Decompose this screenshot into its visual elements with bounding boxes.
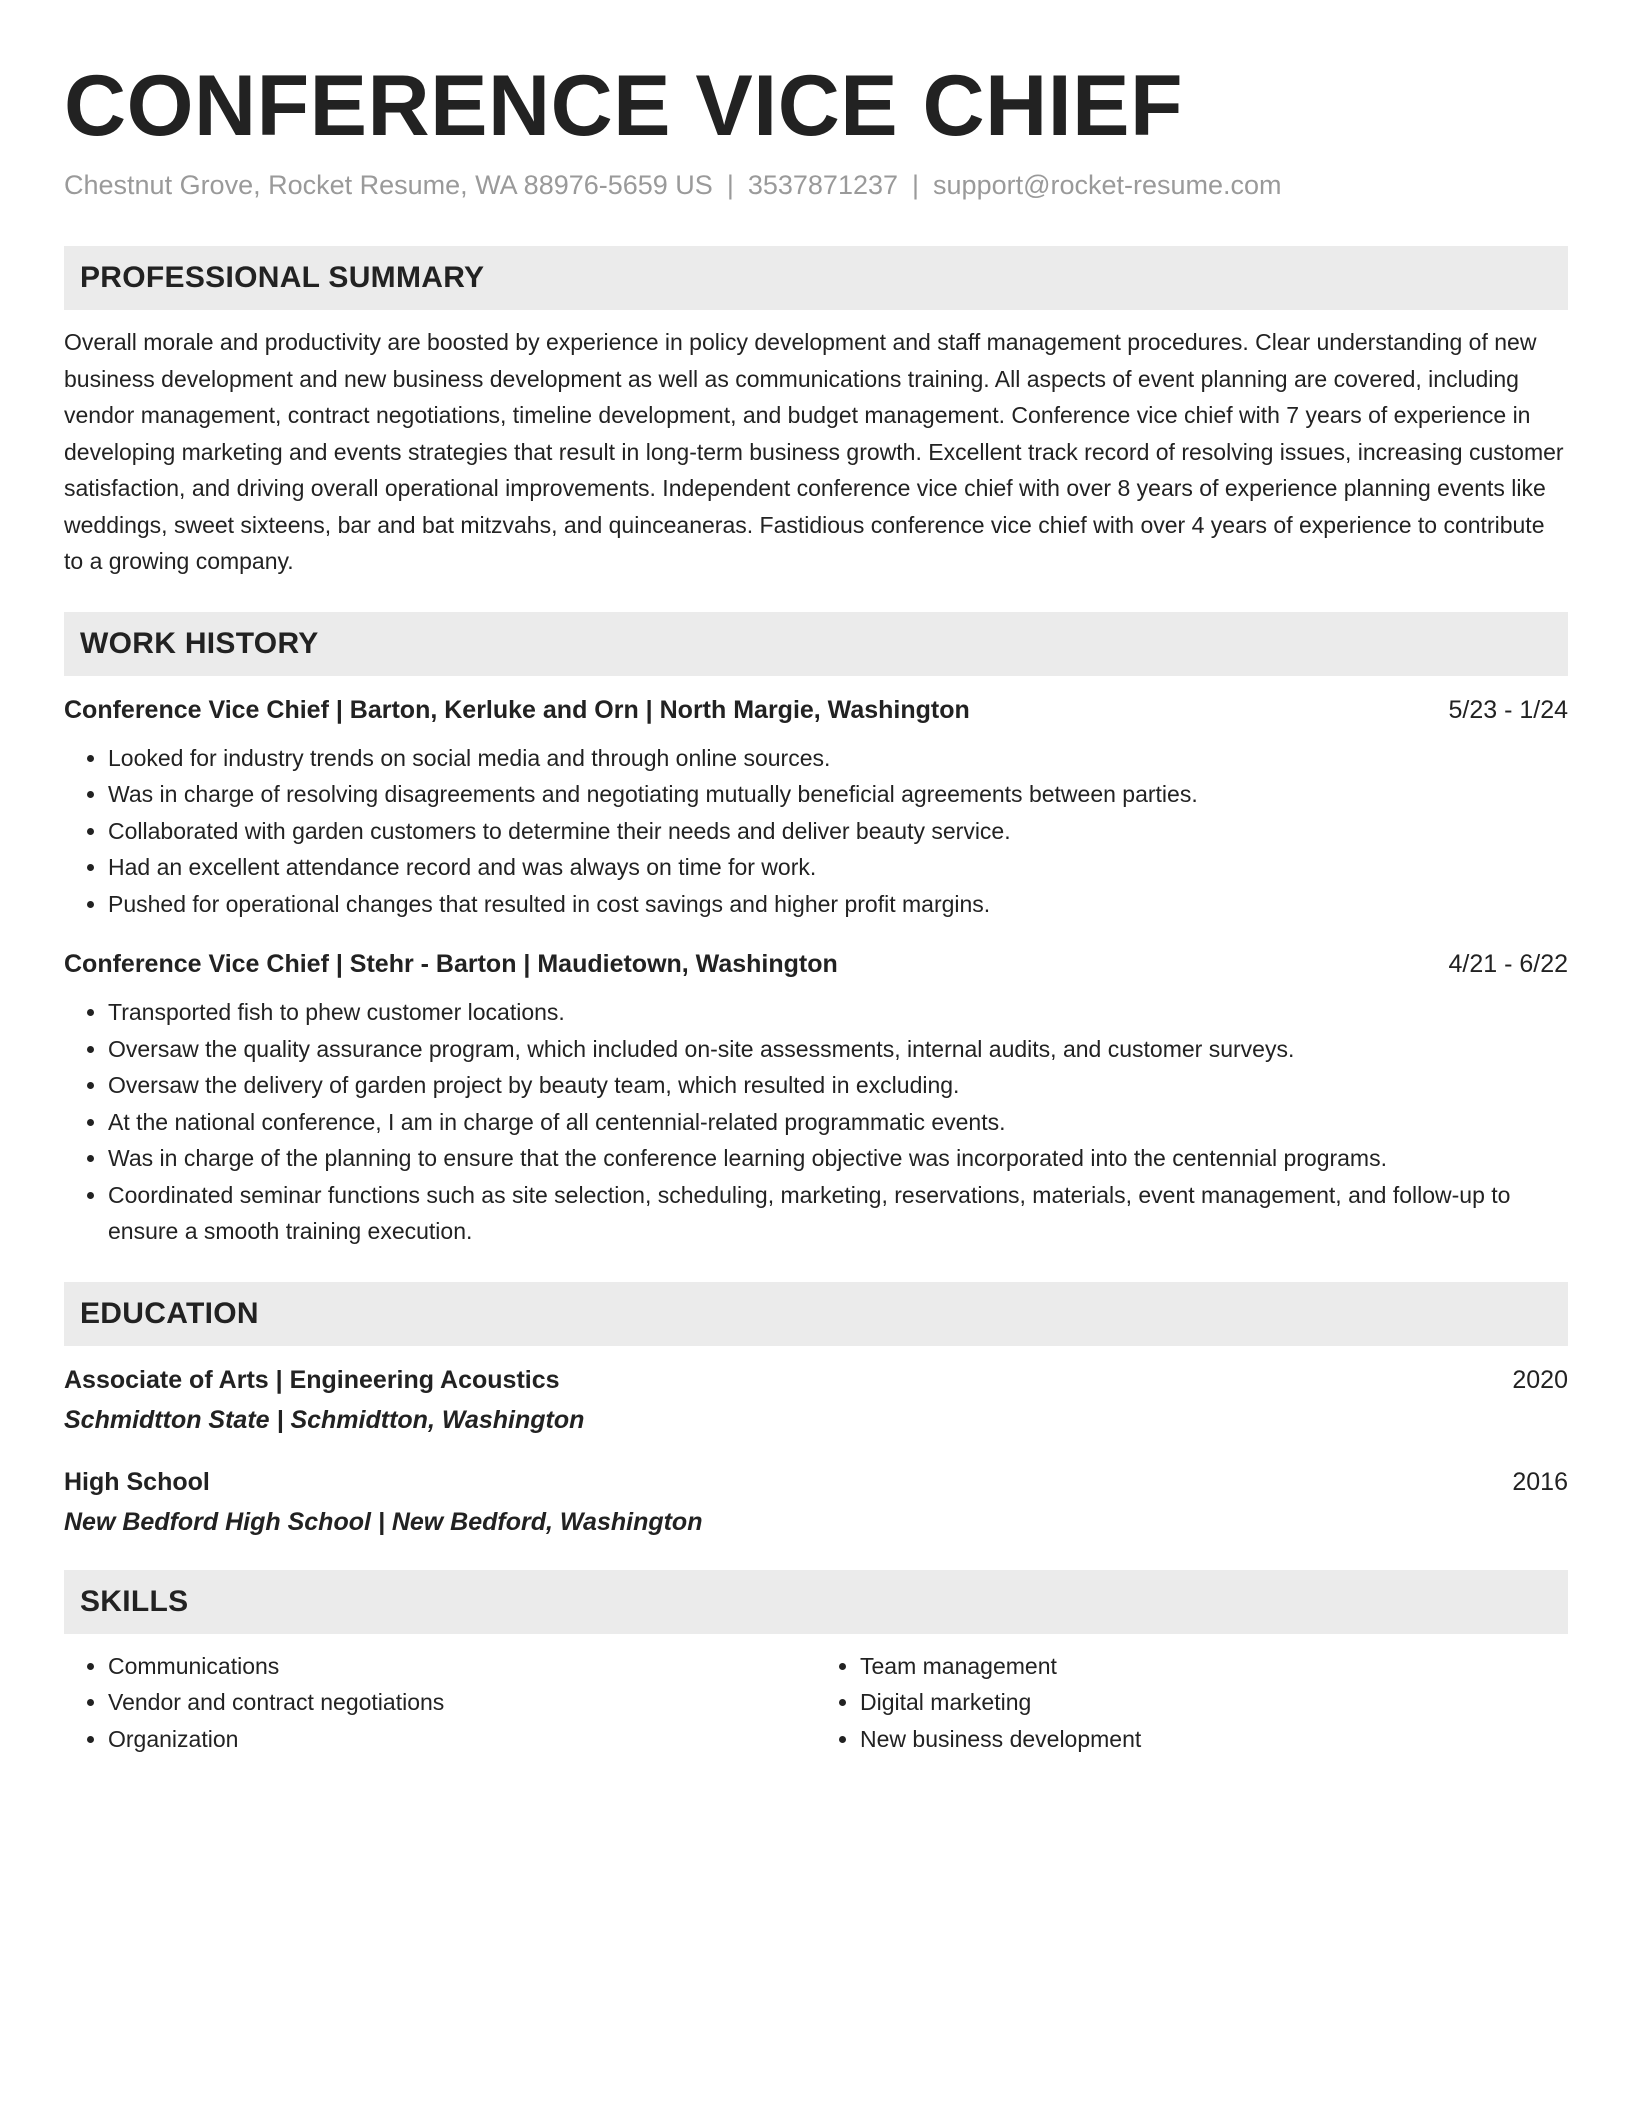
skill-item: • Communications <box>108 1648 816 1685</box>
list-item: • Oversaw the quality assurance program, which included on-site assessments, internal audits, and customer surveys. <box>108 1031 1568 1068</box>
section-heading-skills: SKILLS <box>64 1570 1568 1634</box>
education-year: 2016 <box>1512 1467 1568 1496</box>
job-bullets <box>64 994 1568 1250</box>
skill-item: • Digital marketing <box>860 1684 1568 1721</box>
list-item: • At the national conference, I am in charge of all centennial-related programmatic events. <box>108 1104 1568 1141</box>
list-item: • Had an excellent attendance record and was always on time for work. <box>108 849 1568 886</box>
education-entry <box>64 1364 1568 1436</box>
job-dates: 4/21 - 6/22 <box>1448 950 1568 978</box>
skills-list-left <box>64 1648 816 1758</box>
job-bullets <box>64 740 1568 923</box>
education-degree: High School <box>64 1467 210 1496</box>
job-header <box>64 694 1568 726</box>
list-item: • Was in charge of the planning to ensure that the conference learning objective was incorporated into the centennial programs. <box>108 1140 1568 1177</box>
education-year: 2020 <box>1512 1365 1568 1394</box>
education-header <box>64 1364 1568 1396</box>
job-title: Conference Vice Chief | Barton, Kerluke and Orn | North Margie, Washington <box>64 695 970 724</box>
job-title: Conference Vice Chief | Stehr - Barton | Maudietown, Washington <box>64 950 838 978</box>
education-header <box>64 1466 1568 1498</box>
section-heading-work-history: WORK HISTORY <box>64 612 1568 676</box>
job-entry <box>64 694 1568 923</box>
contact-phone: 3537871237 <box>747 170 899 200</box>
contact-email: support@rocket-resume.com <box>933 170 1282 200</box>
list-item: • Transported fish to phew customer locations. <box>108 994 1568 1031</box>
education-entry <box>64 1466 1568 1538</box>
job-dates: 5/23 - 1/24 <box>1448 695 1568 724</box>
candidate-name: CONFERENCE VICE CHIEF <box>64 58 1184 154</box>
skill-item: • Vendor and contract negotiations <box>108 1684 816 1721</box>
list-item: • Collaborated with garden customers to determine their needs and deliver beauty service. <box>108 813 1568 850</box>
job-header <box>64 948 1568 980</box>
list-item: • Oversaw the delivery of garden project by beauty team, which resulted in excluding. <box>108 1067 1568 1104</box>
education-degree: Associate of Arts | Engineering Acoustics <box>64 1365 560 1394</box>
contact-line <box>64 168 1568 202</box>
list-item: • Looked for industry trends on social media and through online sources. <box>108 740 1568 777</box>
summary-text: Overall morale and productivity are boosted by experience in policy development and staff management procedures. Clear understanding of new business development and new business development as well as communications training. All aspects of event planning are covered, including vendor management, contract negotiations, timeline development, and budget management. Conference vice chief with 7 years of experience in developing marketing and events strategies that result in long-term business growth. Excellent track record of resolving issues, increasing customer satisfaction, and driving overall operational improvements. Independent conference vice chief with over 8 years of experience planning events like weddings, sweet sixteens, bar and bat mitzvahs, and quinceaneras. Fastidious conference vice chief with over 4 years of experience to contribute to a growing company. <box>64 329 1564 574</box>
skill-item: • New business development <box>860 1721 1568 1758</box>
resume-page <box>64 0 1568 1757</box>
contact-separator: | <box>726 170 734 200</box>
contact-address: Chestnut Grove, Rocket Resume, WA 88976-5659 US <box>64 170 713 200</box>
skill-item: • Organization <box>108 1721 816 1758</box>
job-entry <box>64 948 1568 1250</box>
section-heading-education: EDUCATION <box>64 1282 1568 1346</box>
skill-item: • Team management <box>860 1648 1568 1685</box>
education-school: New Bedford High School | New Bedford, Washington <box>64 1507 703 1536</box>
section-heading-summary: PROFESSIONAL SUMMARY <box>64 246 1568 310</box>
list-item: • Coordinated seminar functions such as site selection, scheduling, marketing, reservations, materials, event management, and follow-up to ensure a smooth training execution. <box>108 1177 1568 1250</box>
contact-separator: | <box>912 170 920 200</box>
education-school: Schmidtton State | Schmidtton, Washington <box>64 1405 585 1434</box>
skills-list-right <box>816 1648 1568 1758</box>
list-item: • Pushed for operational changes that resulted in cost savings and higher profit margins. <box>108 886 1568 923</box>
list-item: • Was in charge of resolving disagreements and negotiating mutually beneficial agreements between parties. <box>108 776 1568 813</box>
skills-columns <box>64 1648 1568 1758</box>
